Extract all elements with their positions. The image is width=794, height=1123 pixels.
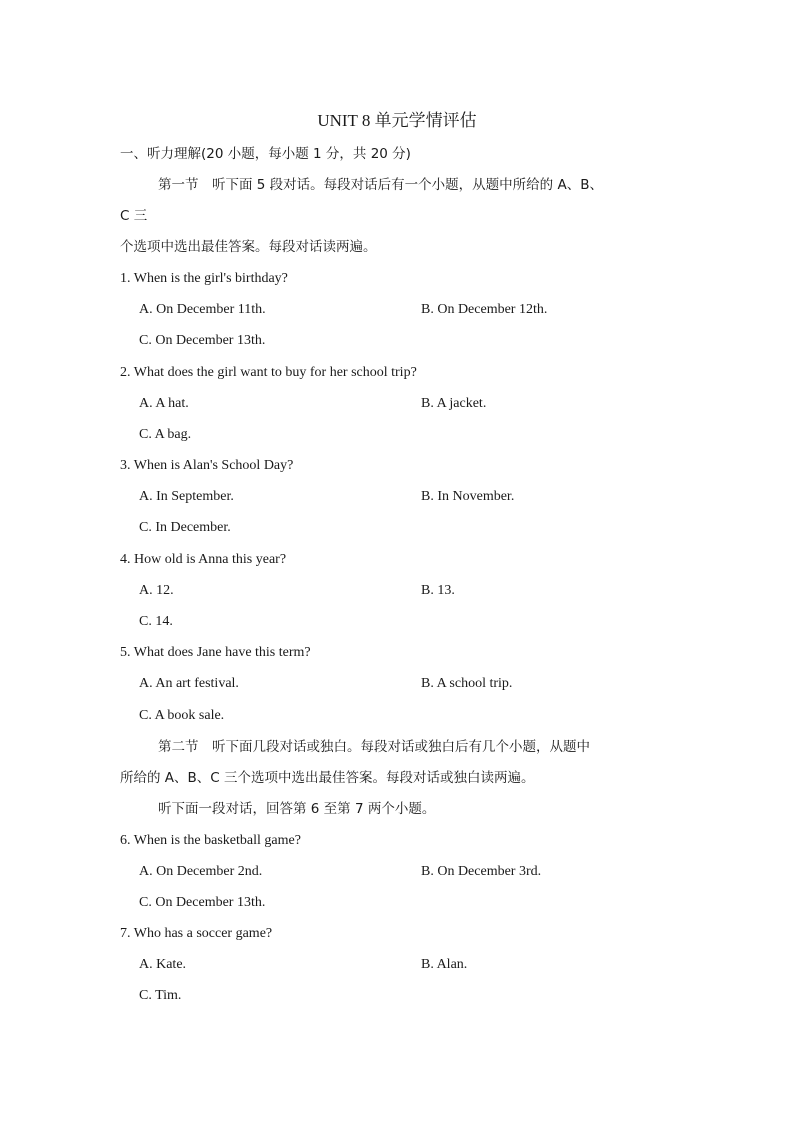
q7-option-b: B. Alan. [421, 957, 468, 972]
q6-option-c: C. On December 13th. [139, 895, 266, 910]
part1-instr-line1: 听下面 5 段对话。每段对话后有一个小题，从题中所给的 A、B、 [212, 177, 603, 193]
question-2: 2. What does the girl want to buy for her school trip? [120, 365, 417, 380]
part2-label: 第二节 [158, 739, 199, 755]
part2-instructions [158, 737, 590, 757]
q6-option-a: A. On December 2nd. [139, 864, 263, 879]
question-4: 4. How old is Anna this year? [120, 552, 287, 567]
question-7: 7. Who has a soccer game? [120, 926, 273, 941]
q1-option-c: C. On December 13th. [139, 333, 266, 348]
q4-option-a: A. 12. [139, 583, 174, 598]
q3-option-a: A. In September. [139, 489, 234, 504]
page-title: UNIT 8 单元学情评估 [317, 111, 477, 130]
question-6: 6. When is the basketball game? [120, 833, 301, 848]
question-3: 3. When is Alan's School Day? [120, 458, 294, 473]
part2-instr-line1: 听下面几段对话或独白。每段对话或独白后有几个小题，从题中 [212, 739, 590, 755]
part2-instr-line2: 所给的 A、B、C 三个选项中选出最佳答案。每段对话或独白读两遍。 [120, 770, 535, 786]
part1-instr-line2: C 三 [120, 208, 148, 224]
q2-option-b: B. A jacket. [421, 396, 487, 411]
q3-option-b: B. In November. [421, 489, 515, 504]
part1-label: 第一节 [158, 177, 199, 193]
q3-option-c: C. In December. [139, 520, 231, 535]
q5-option-c: C. A book sale. [139, 708, 225, 723]
q5-option-a: A. An art festival. [139, 676, 239, 691]
section-heading: 一、听力理解(20 小题，每小题 1 分，共 20 分) [120, 146, 411, 162]
part1-instructions [158, 175, 603, 195]
q5-option-b: B. A school trip. [421, 676, 513, 691]
q1-option-a: A. On December 11th. [139, 302, 266, 317]
question-5: 5. What does Jane have this term? [120, 645, 311, 660]
q4-option-b: B. 13. [421, 583, 455, 598]
q1-option-b: B. On December 12th. [421, 302, 548, 317]
q4-option-c: C. 14. [139, 614, 173, 629]
question-1: 1. When is the girl's birthday? [120, 271, 288, 286]
q6-option-b: B. On December 3rd. [421, 864, 542, 879]
q2-option-c: C. A bag. [139, 427, 192, 442]
q7-option-c: C. Tim. [139, 988, 182, 1003]
q2-option-a: A. A hat. [139, 396, 189, 411]
q7-option-a: A. Kate. [139, 957, 187, 972]
part2-sub-instruction: 听下面一段对话，回答第 6 至第 7 两个小题。 [158, 801, 436, 817]
part1-instr-line3: 个选项中选出最佳答案。每段对话读两遍。 [120, 239, 377, 255]
